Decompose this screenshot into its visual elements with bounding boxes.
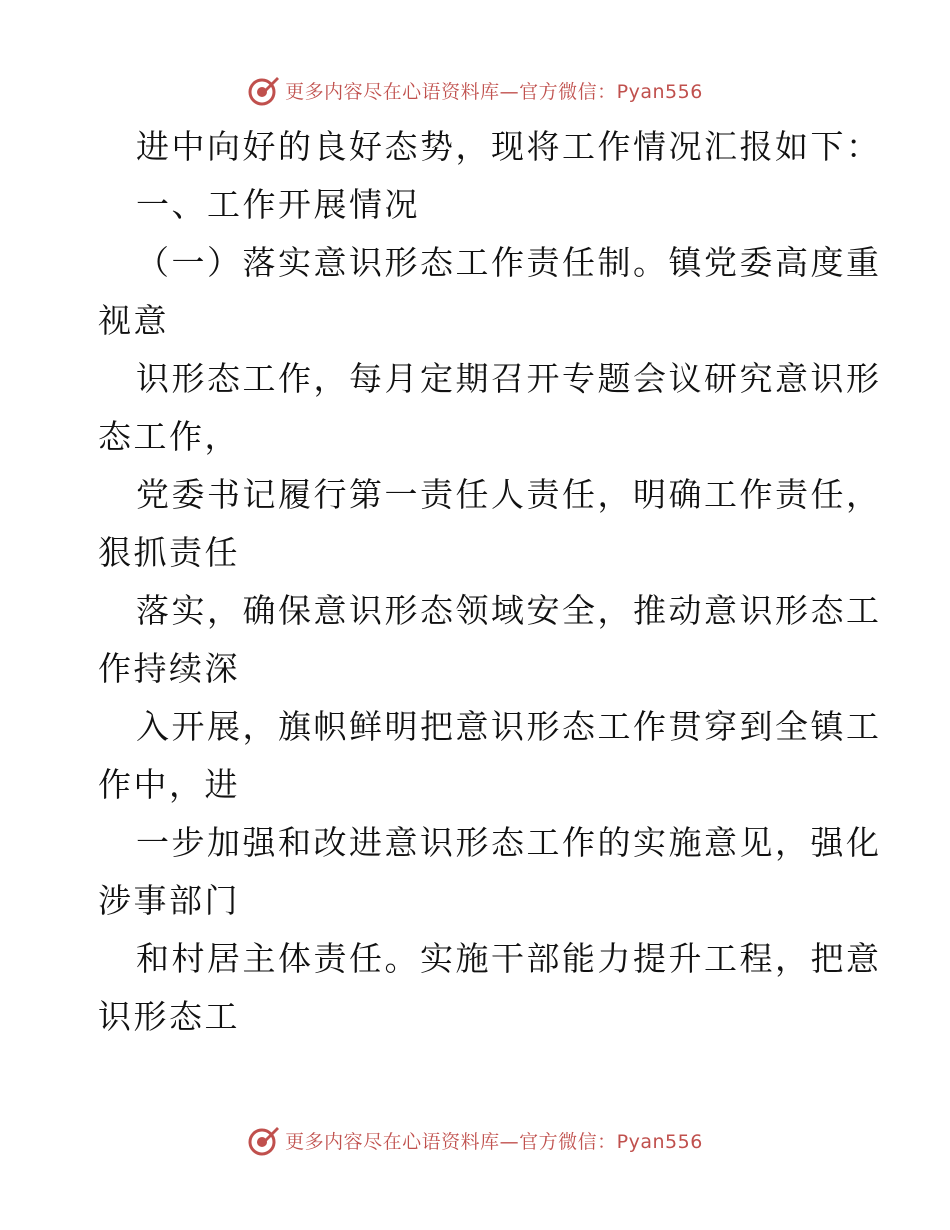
- body-line-5: 识形态工作，每月定期召开专题会议研究意识形: [136, 359, 882, 398]
- body-line-15: 和村居主体责任。实施干部能力提升工程，把意: [136, 939, 882, 978]
- body-line-9: 落实，确保意识形态领域安全，推动意识形态工: [136, 591, 882, 630]
- body-line-12: 作中，进: [98, 765, 240, 804]
- footer-banner-text: 更多内容尽在心语资料库—官方微信：Pyan556: [285, 1130, 703, 1153]
- footer-banner: [0, 1120, 950, 1160]
- body-line-6: 态工作，: [98, 417, 240, 456]
- document-body: [98, 118, 882, 1046]
- body-line-10: 作持续深: [98, 649, 240, 688]
- pen-in-circle-logo-icon: [247, 73, 281, 107]
- body-line-13: 一步加强和改进意识形态工作的实施意见，强化: [136, 823, 882, 862]
- header-banner-text: 更多内容尽在心语资料库—官方微信：Pyan556: [285, 80, 703, 103]
- subsection-heading: （一）落实意识形态工作责任制。镇党委高度重: [136, 243, 882, 282]
- body-line-8: 狠抓责任: [98, 533, 240, 572]
- header-banner: [0, 70, 950, 110]
- body-line-11: 入开展，旗帜鲜明把意识形态工作贯穿到全镇工: [136, 707, 882, 746]
- body-line-7: 党委书记履行第一责任人责任，明确工作责任，: [136, 475, 882, 514]
- body-line-1: 进中向好的良好态势，现将工作情况汇报如下：: [136, 127, 882, 166]
- pen-in-circle-logo-icon: [247, 1123, 281, 1157]
- section-heading: 一、工作开展情况: [136, 185, 420, 224]
- body-line-16: 识形态工: [98, 997, 240, 1036]
- body-line-14: 涉事部门: [98, 881, 240, 920]
- body-line-4: 视意: [98, 301, 169, 340]
